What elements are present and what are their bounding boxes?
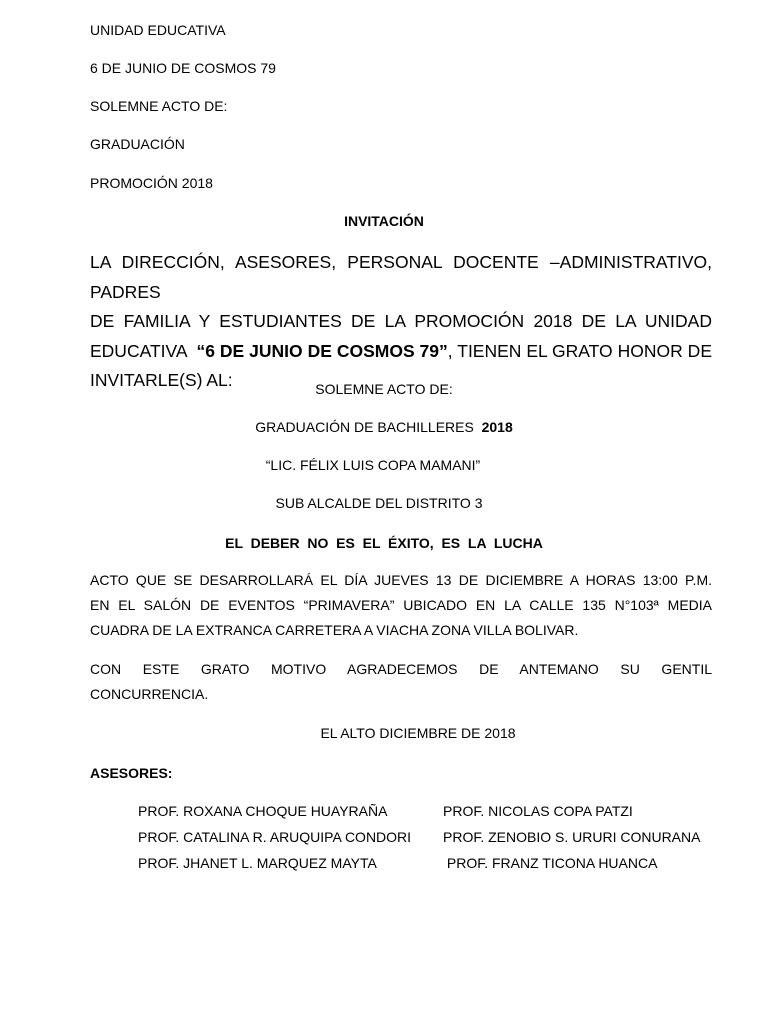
asesor-name: PROF. JHANET L. MARQUEZ MAYTA <box>138 855 377 871</box>
asesores-title: ASESORES: <box>90 765 173 781</box>
asesor-name: PROF. CATALINA R. ARUQUIPA CONDORI <box>138 829 412 845</box>
intro-line-2: DE FAMILIA Y ESTUDIANTES DE LA PROMOCIÓN 2018 DE LA UNIDAD <box>90 311 712 331</box>
details-line-1: ACTO QUE SE DESARROLLARÁ EL DÍA JUEVES 13 DE DICIEMBRE A HORAS 13:00 P.M. <box>90 572 712 588</box>
details-line-2: EN EL SALÓN DE EVENTOS “PRIMAVERA” UBICADO EN LA CALLE 135 N°103ª MEDIA <box>90 597 712 613</box>
asesor-name: PROF. NICOLAS COPA PATZI <box>443 803 633 819</box>
school-name: 6 DE JUNIO DE COSMOS 79 <box>90 60 276 76</box>
asesor-name: PROF. ROXANA CHOQUE HUAYRAÑA <box>138 803 388 819</box>
intro-line-3-pre: EDUCATIVA <box>90 340 197 361</box>
graduation-year: 2018 <box>481 419 513 435</box>
thanks-line-1: CON ESTE GRATO MOTIVO AGRADECEMOS DE ANTEMANO SU GENTIL <box>90 661 712 677</box>
intro-line-3-post: , TIENEN EL GRATO HONOR DE <box>447 340 712 361</box>
honoree-name: “LIC. FÉLIX LUIS COPA MAMANI” <box>265 457 481 473</box>
asesores-left-column <box>138 798 411 876</box>
thanks-paragraph <box>90 657 712 707</box>
intro-paragraph <box>90 248 712 396</box>
details-paragraph <box>90 568 712 643</box>
event-label: GRADUACIÓN <box>90 136 185 152</box>
honoree-title: SUB ALCALDE DEL DISTRITO 3 <box>275 495 483 511</box>
act-label: SOLEMNE ACTO DE: <box>90 98 228 114</box>
graduation-text: GRADUACIÓN DE BACHILLERES <box>255 419 482 435</box>
intro-line-3 <box>90 337 712 367</box>
asesor-name: PROF. ZENOBIO S. URURI CONURANA <box>443 829 701 845</box>
intro-line-1: LA DIRECCIÓN, ASESORES, PERSONAL DOCENTE –ADMINISTRATIVO, PADRES <box>90 252 712 302</box>
thanks-line-2: CONCURRENCIA. <box>90 686 209 702</box>
graduation-line <box>0 418 768 436</box>
invitation-title: INVITACIÓN <box>344 213 424 229</box>
motto: EL DEBER NO ES EL ÉXITO, ES LA LUCHA <box>225 535 543 551</box>
promotion-label: PROMOCIÓN 2018 <box>90 175 213 191</box>
school-name-bold: “6 DE JUNIO DE COSMOS 79” <box>196 340 448 361</box>
asesor-name: PROF. FRANZ TICONA HUANCA <box>443 855 658 871</box>
ceremony-act-label: SOLEMNE ACTO DE: <box>315 381 453 397</box>
asesores-right-column <box>443 798 700 876</box>
intro-line-4: INVITARLE(S) AL: <box>90 370 233 390</box>
school-label: UNIDAD EDUCATIVA <box>90 22 226 38</box>
details-line-3: CUADRA DE LA EXTRANCA CARRETERA A VIACHA ZONA VILLA BOLIVAR. <box>90 622 579 638</box>
place-date: EL ALTO DICIEMBRE DE 2018 <box>320 725 516 741</box>
